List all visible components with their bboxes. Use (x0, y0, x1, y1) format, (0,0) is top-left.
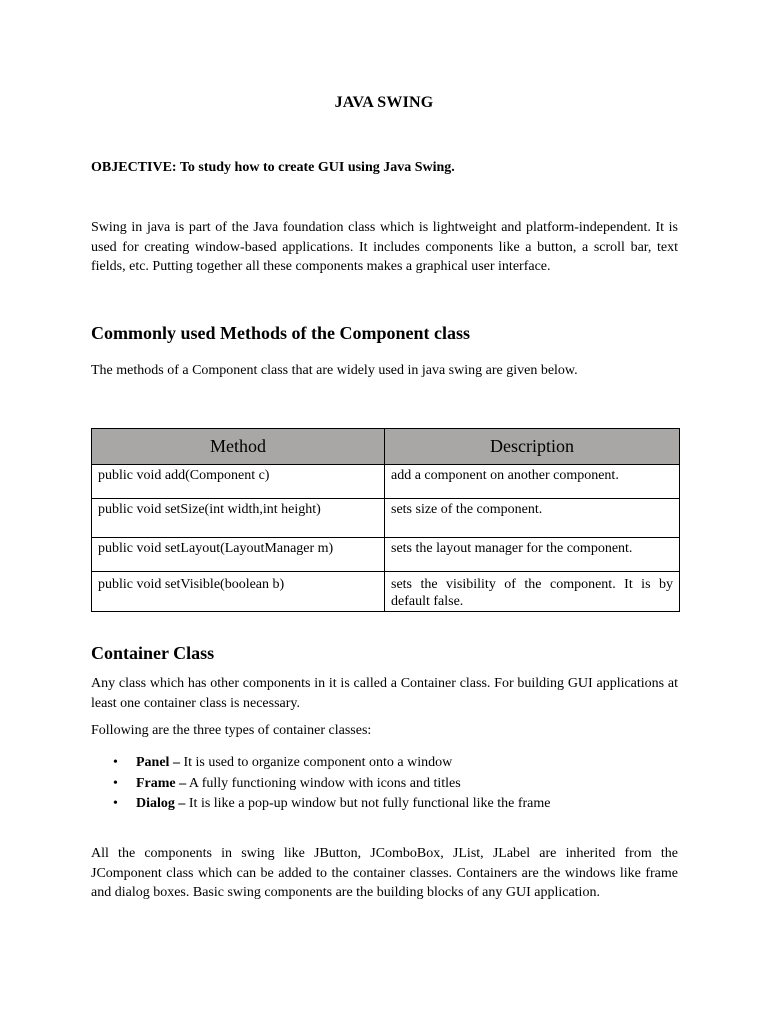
objective-text: OBJECTIVE: To study how to create GUI using Java Swing. (91, 160, 455, 175)
container-types-list (113, 753, 550, 815)
table-cell-description: sets the visibility of the component. It is by default false. (385, 572, 680, 612)
table-cell-method: public void add(Component c) (92, 465, 385, 499)
table-row (92, 499, 680, 538)
table-header-method: Method (92, 429, 385, 465)
table-cell-method: public void setVisible(boolean b) (92, 572, 385, 612)
list-item (113, 794, 550, 815)
list-item-term: Frame – (136, 775, 187, 791)
table-row (92, 538, 680, 572)
list-item-text: A fully functioning window with icons and titles (186, 775, 461, 791)
list-item (113, 774, 550, 795)
list-item-term: Dialog – (136, 796, 186, 811)
table-cell-method: public void setLayout(LayoutManager m) (92, 538, 385, 572)
table-header-row (92, 429, 680, 465)
table-cell-method: public void setSize(int width,int height) (92, 499, 385, 538)
intro-paragraph: Swing in java is part of the Java foundation class which is lightweight and platform-independent. It is used for creating window-based applications. It includes components like a button, a scroll bar, text fields, etc. Putting together all these components makes a graphical user interface. (91, 220, 678, 274)
table-row (92, 465, 680, 499)
bullet-icon: • (113, 796, 118, 811)
list-item-term: Panel – (136, 755, 180, 770)
table-cell-description: sets size of the component. (385, 499, 680, 538)
list-item-text: It is like a pop-up window but not fully functional like the frame (185, 796, 551, 811)
container-paragraph: Any class which has other components in it is called a Container class. For building GUI applications at least one container class is necessary. (91, 676, 678, 711)
final-paragraph: All the components in swing like JButton, JComboBox, JList, JLabel are inherited from the JComponent class which can be added to the container classes. Containers are the windows like frame and dialog boxes. Basic swing components are the building blocks of any GUI application. (91, 846, 678, 900)
list-item (113, 753, 550, 774)
page-title: JAVA SWING (334, 94, 434, 111)
table-cell-description: add a component on another component. (385, 465, 680, 499)
container-heading: Container Class (91, 643, 215, 663)
container-types-intro: Following are the three types of container classes: (91, 723, 372, 738)
methods-intro-text: The methods of a Component class that are widely used in java swing are given below. (91, 363, 578, 378)
table-header-description: Description (385, 429, 680, 465)
methods-heading: Commonly used Methods of the Component class (91, 323, 471, 343)
table-cell-description: sets the layout manager for the component. (385, 538, 680, 572)
bullet-icon: • (113, 755, 118, 770)
methods-table (91, 428, 680, 612)
table-row (92, 572, 680, 612)
list-item-text: It is used to organize component onto a window (179, 755, 453, 770)
bullet-icon: • (113, 775, 118, 791)
